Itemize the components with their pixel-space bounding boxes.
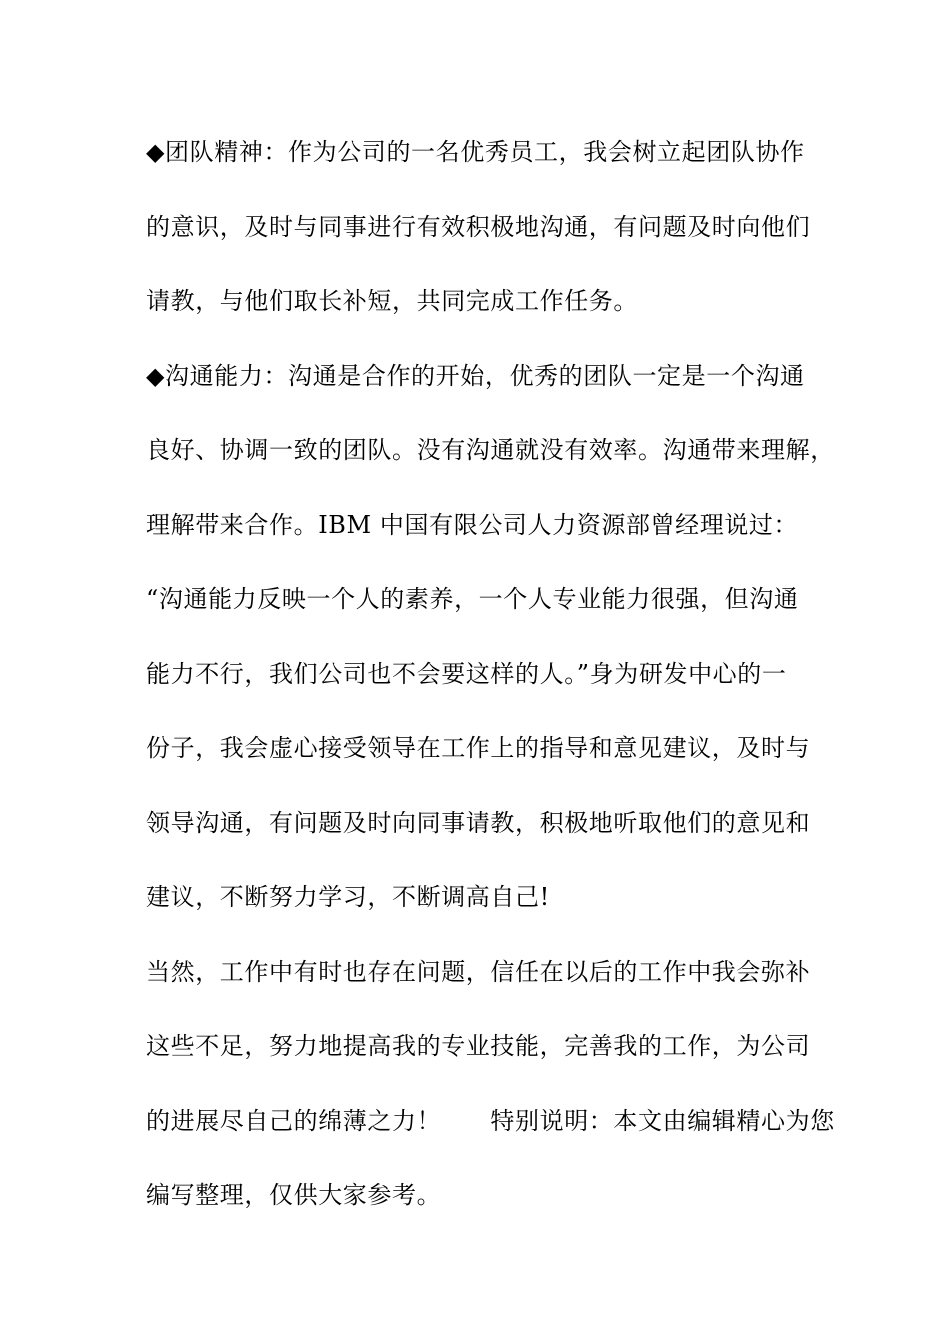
text-line: 这些不足，努力地提高我的专业技能，完善我的工作，为公司: [146, 1032, 811, 1060]
text-line: 当然，工作中有时也存在问题，信任在以后的工作中我会弥补: [146, 957, 811, 986]
text-line: ◆沟通能力：沟通是合作的开始，优秀的团队一定是一个沟通: [146, 361, 805, 390]
text-line: 份子，我会虚心接受领导在工作上的指导和意见建议，及时与: [146, 734, 811, 762]
text-line: “沟通能力反映一个人的素养，一个人专业能力很强，但沟通: [146, 585, 799, 613]
text-line: 能力不行，我们公司也不会要这样的人。”身为研发中心的一: [146, 659, 787, 688]
document-body: [146, 128, 835, 1246]
text-line: 领导沟通，有问题及时向同事请教，积极地听取他们的意见和: [146, 808, 811, 837]
text-line: 建议，不断努力学习，不断调高自己!: [146, 883, 550, 911]
text-line: 良好、协调一致的团队。没有沟通就没有效率。沟通带来理解，: [146, 436, 835, 464]
text-line: 编写整理，仅供大家参考。: [146, 1181, 442, 1209]
text-line: 请教，与他们取长补短，共同完成工作任务。: [146, 287, 638, 315]
text-line: 的进展尽自己的绵薄之力！ 特别说明：本文由编辑精心为您: [146, 1106, 835, 1135]
text-line: 理解带来合作。IBM 中国有限公司人力资源部曾经理说过：: [146, 510, 799, 539]
text-line: ◆团队精神：作为公司的一名优秀员工，我会树立起团队协作: [146, 138, 805, 166]
text-line: 的意识，及时与同事进行有效积极地沟通，有问题及时向他们: [146, 212, 811, 241]
